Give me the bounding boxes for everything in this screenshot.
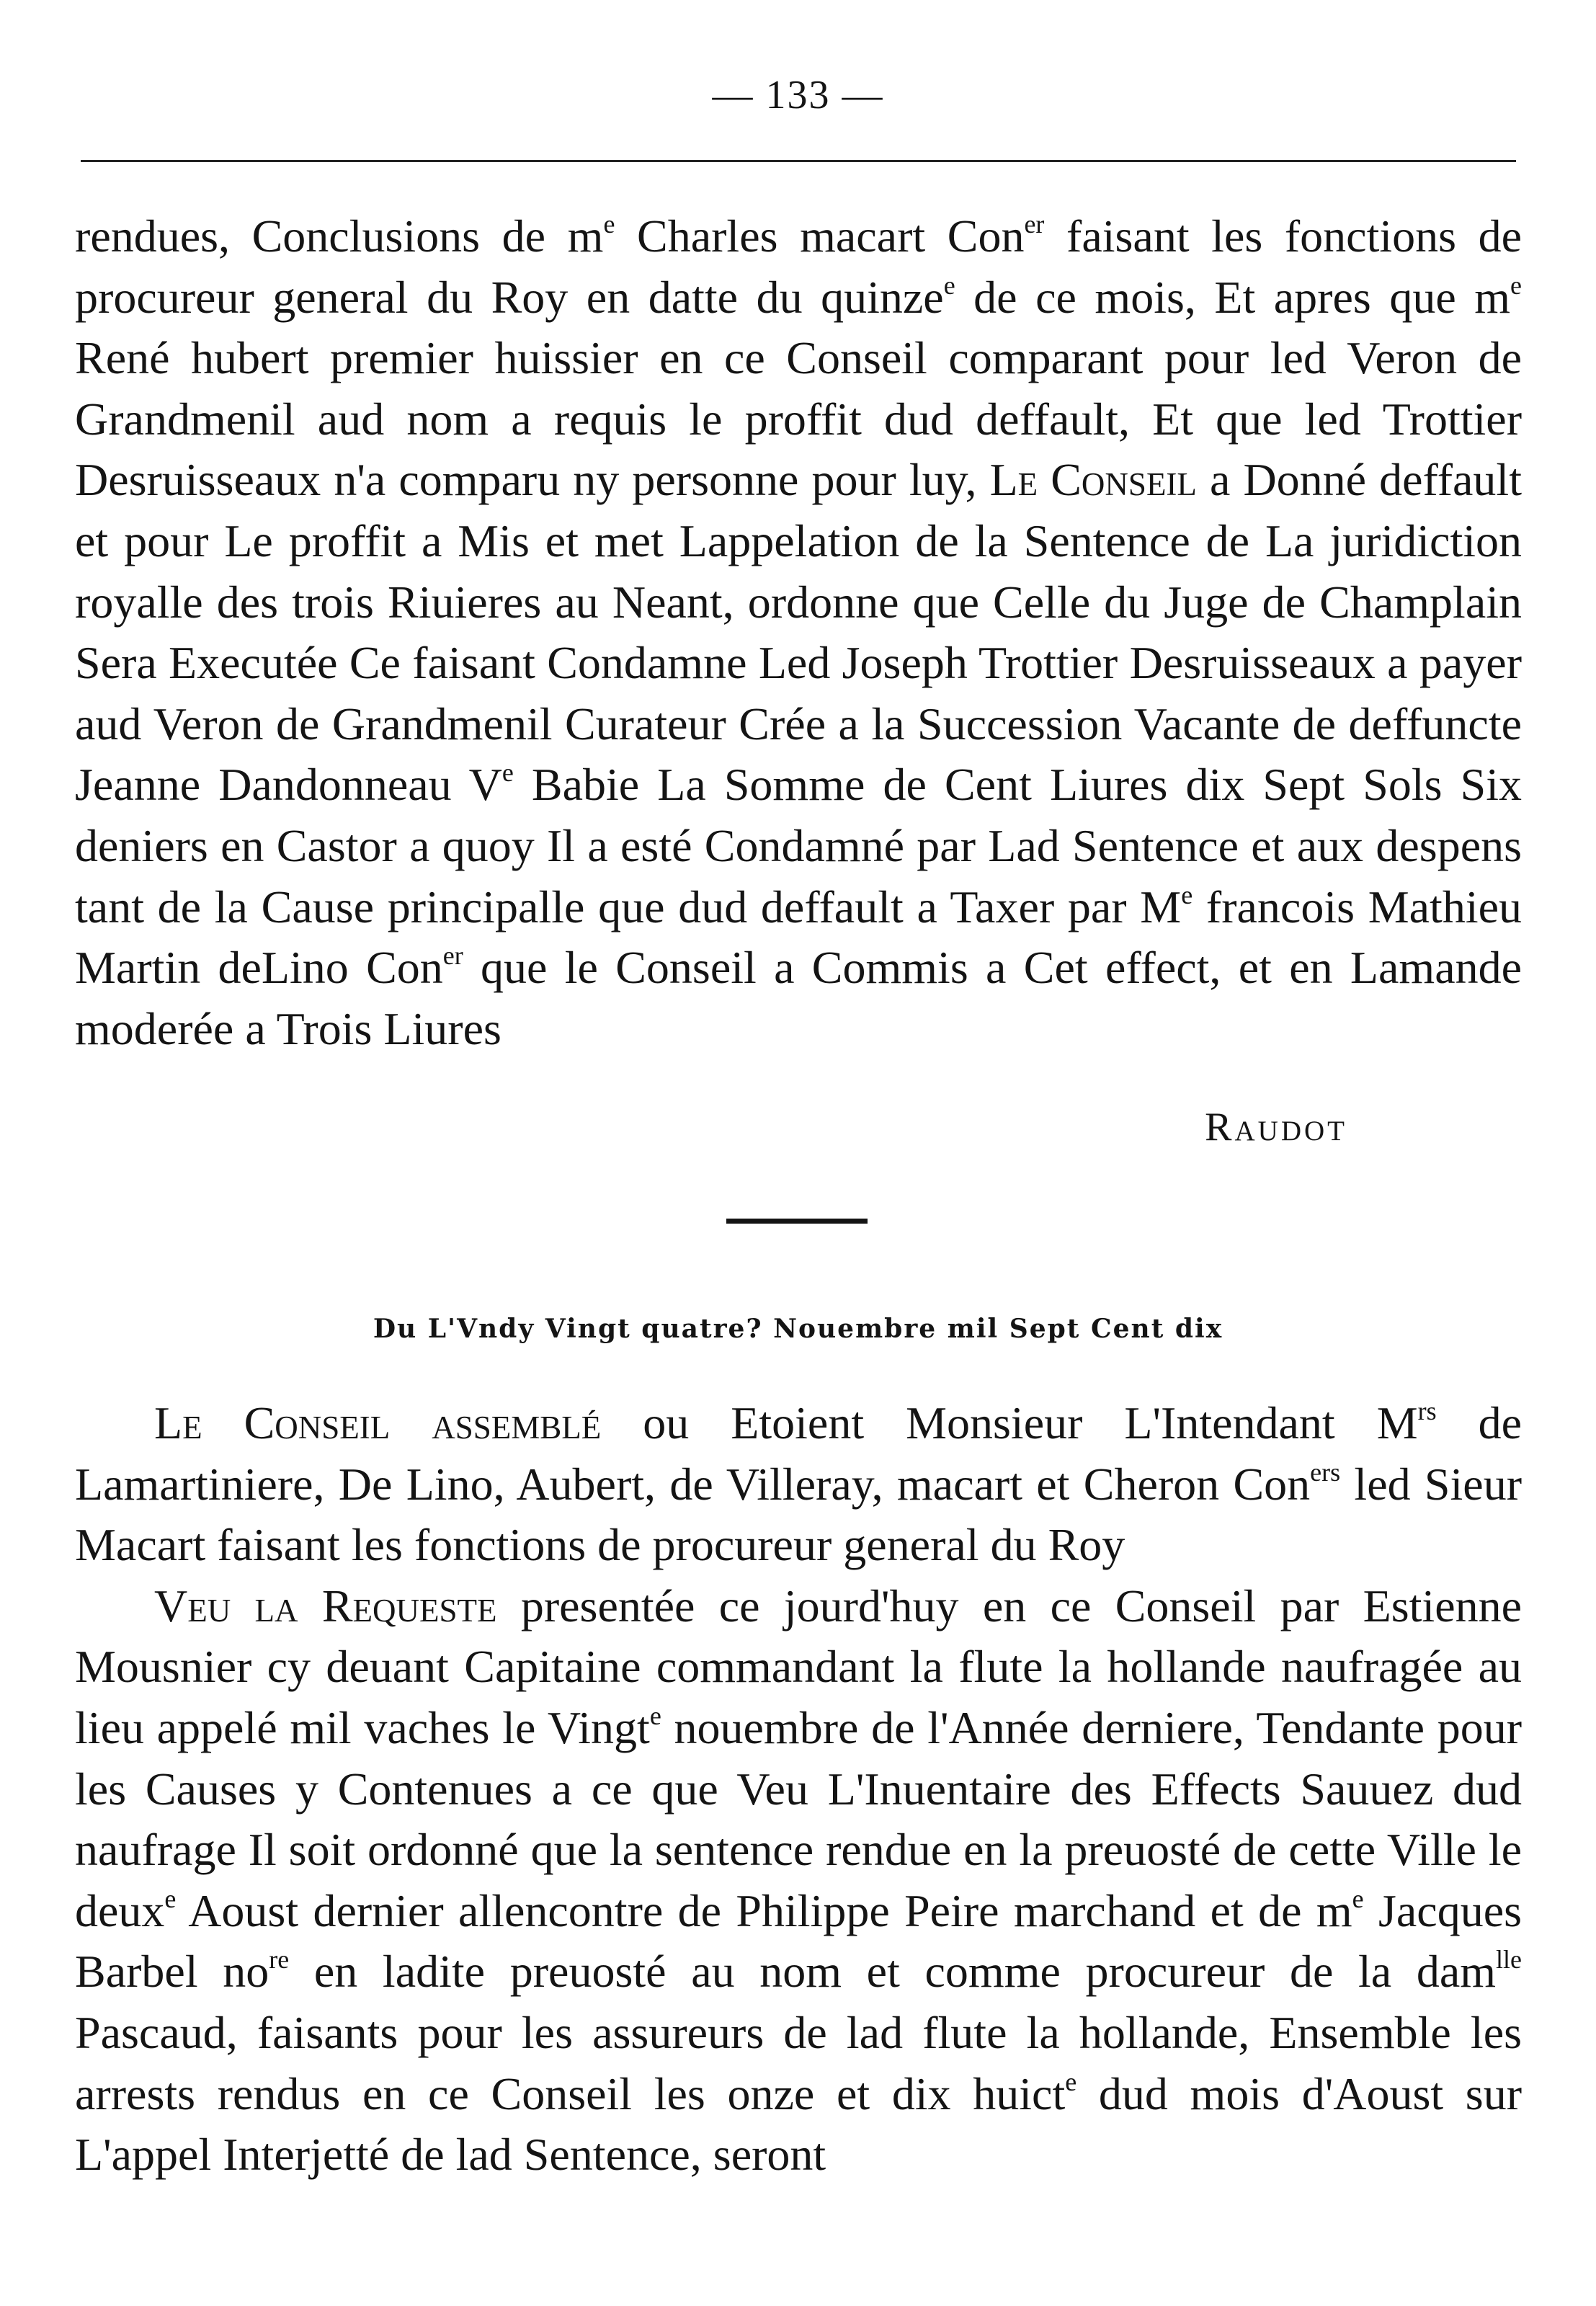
small-caps-text: Le Conseil assemblé — [154, 1397, 602, 1448]
signature: Raudot — [1205, 1105, 1347, 1149]
small-caps-text: Veu la Requeste — [154, 1580, 497, 1631]
date-heading: Du L'Vndy Vingt quatre? Nouembre mil Sept Cent dix — [373, 1314, 1223, 1344]
text-block-1 — [75, 206, 1522, 1059]
section-divider — [726, 1219, 868, 1224]
header-rule — [81, 160, 1516, 162]
paragraph-1: rendues, Conclusions de $m^e$ Charles macart Con$^{er}$ faisant les fonctions de procureur general du Roy en datte du quinze$^e$ de ce mois, Et apres que $m^e$ René hubert premier huissier en ce Conseil comparant pour led Veron de Grandmenil aud nom a requis le proffit dud deffault, Et que led Trottier Desruisseaux n'a comparu ny personne pour luy, Le Conseil a Donné deffault et pour Le proffit a Mis et met Lappelation de la Sentence de La juridiction royalle des trois Riuieres au Neant, ordonne que Celle du Juge de Champlain Sera Executée Ce faisant Condamne Led Joseph Trottier Desruisseaux a payer aud Veron de Grandmenil Curateur Crée a la Succession Vacante de deffuncte Jeanne Dandonneau Ve Babie La Somme de Cent Liures dix Sept Sols Six deniers en Castor a quoy Il a esté Condamné par Lad Sentence et aux despens tant de la Cause principalle que dud deffault a Taxer par Me francois Mathieu Martin deLino Con$^{er}$ que le Conseil a Commis a Cet effect, et en Lamande moderée a Trois Liures — [75, 210, 1523, 1054]
paragraph-3: Veu la Requeste presentée ce jourd'huy en ce Conseil par Estienne Mousnier cy deuant Capitaine commandant la flute la hollande naufragée au lieu appelé mil vaches le Vingt$^e$ nouembre de l'Année derniere, Tendante pour les Causes y Contenues a ce que Veu L'Inuentaire des Effects Sauuez dud naufrage Il soit ordonné que la sentence rendue en la preuosté de cette Ville le deux$^e$ Aoust dernier allencontre de Philippe Peire marchand et de $m^e$ Jacques Barbel $no^{re}$ en ladite preuosté au nom et comme procureur de la dam$^{lle}$ Pascaud, faisants pour les assureurs de lad flute la hollande, Ensemble les arrests rendus en ce Conseil les onze et dix huict$^e$ dud mois d'Aoust sur L'appel Interjetté de lad Sentence, seront — [75, 1580, 1523, 2181]
page-number: — 133 — — [712, 73, 884, 117]
text-block-2 — [75, 1393, 1522, 2186]
small-caps-text: Le Conseil — [989, 454, 1197, 506]
paragraph-2: Le Conseil assemblé ou Etoient Monsieur L'Intendant $M^{rs}$ de Lamartiniere, De Lino, Aubert, de Villeray, macart et Cheron Con$^{ers}$ led Sieur Macart faisant les fonctions de procureur general du Roy — [75, 1397, 1523, 1571]
